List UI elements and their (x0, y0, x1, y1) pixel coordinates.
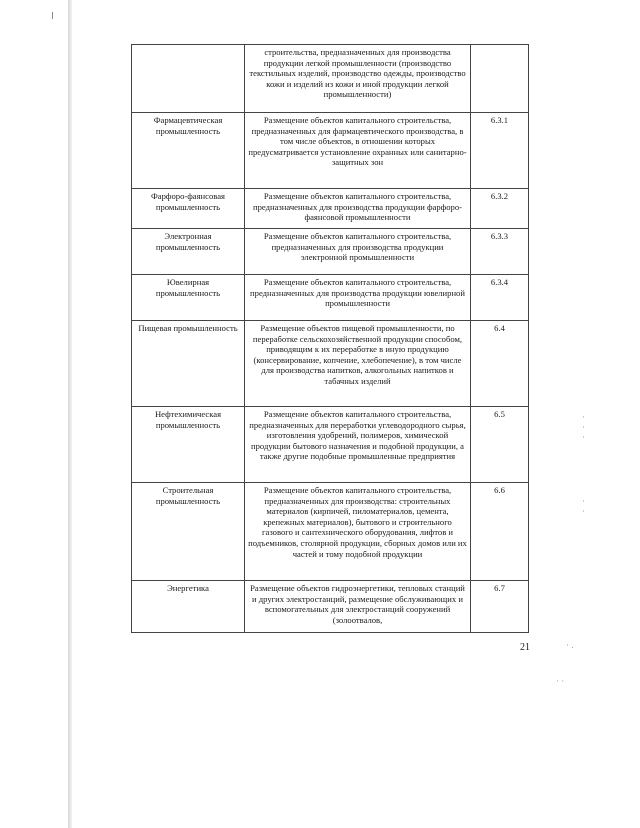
use-type-description: Размещение объектов пищевой промышленности, по переработке сельскохозяйственной продукции способом, приводящим к их переработке в иную продукцию (консервирование, копчение, хлебопечение), в том числе для производства напитков, алкогольных напитков и табачных изделий (245, 321, 471, 407)
table-row (132, 45, 529, 113)
use-type-name: Энергетика (132, 581, 245, 633)
table-row (132, 321, 529, 407)
use-type-code: 6.6 (471, 483, 529, 581)
table-row (132, 275, 529, 321)
land-use-table (131, 44, 529, 633)
use-type-name: Ювелирная промышленность (132, 275, 245, 321)
use-type-name: Фармацевтическая промышленность (132, 113, 245, 189)
use-type-name: Фарфоро-фаянсовая промышленность (132, 189, 245, 229)
use-type-code: 6.7 (471, 581, 529, 633)
use-type-description: Размещение объектов гидроэнергетики, тепловых станций и других электростанций, размещение обслуживающих и вспомогательных для электростанций сооружений (золоотвалов, (245, 581, 471, 633)
use-type-code (471, 45, 529, 113)
use-type-description: Размещение объектов капитального строительства, предназначенных для производства продукции ювелирной промышленности (245, 275, 471, 321)
use-type-name (132, 45, 245, 113)
table-row (132, 113, 529, 189)
scan-mark (52, 12, 53, 19)
use-type-code: 6.3.1 (471, 113, 529, 189)
table-row (132, 581, 529, 633)
scan-noise: · . (566, 640, 574, 650)
table-row (132, 407, 529, 483)
scan-noise: · · (556, 676, 565, 686)
use-type-code: 6.5 (471, 407, 529, 483)
page-number: 21 (520, 642, 530, 653)
use-type-description: Размещение объектов капитального строительства, предназначенных для производства продукции фарфоро-фаянсовой промышленности (245, 189, 471, 229)
use-type-code: 6.3.3 (471, 229, 529, 275)
table-row (132, 229, 529, 275)
use-type-name: Нефтехимическая промышленность (132, 407, 245, 483)
use-type-description: Размещение объектов капитального строительства, предназначенных для фармацевтического производства, в том числе объектов, в отношении которых предусматривается установление охранных или санитарно-защитных зон (245, 113, 471, 189)
scan-noise: · · (582, 496, 585, 516)
scan-noise: · · · (582, 412, 585, 442)
use-type-code: 6.3.2 (471, 189, 529, 229)
use-type-description: Размещение объектов капитального строительства, предназначенных для производства продукции электронной промышленности (245, 229, 471, 275)
use-type-name: Пищевая промышленность (132, 321, 245, 407)
use-type-code: 6.4 (471, 321, 529, 407)
use-type-name: Электронная промышленность (132, 229, 245, 275)
use-type-description: Размещение объектов капитального строительства, предназначенных для производства: строительных материалов (кирпичей, пиломатериалов, цемента, крепежных материалов), бытового и строительного газового и сантехнического оборудования, лифтов и подъемников, столярной продукции, сборных домов или их частей и тому подобной продукции (245, 483, 471, 581)
use-type-name: Строительная промышленность (132, 483, 245, 581)
use-type-description: строительства, предназначенных для производства продукции легкой промышленности (производство текстильных изделий, производство одежды, производство кожи и изделий из кожи и иной продукции легкой промышленности) (245, 45, 471, 113)
table-row (132, 189, 529, 229)
table-row (132, 483, 529, 581)
use-type-description: Размещение объектов капитального строительства, предназначенных для переработки углеводородного сырья, изготовления удобрений, полимеров, химической продукции бытового назначения и подобной продукции, а также другие подобные промышленные предприятия (245, 407, 471, 483)
scan-binding-edge (68, 0, 72, 828)
use-type-code: 6.3.4 (471, 275, 529, 321)
